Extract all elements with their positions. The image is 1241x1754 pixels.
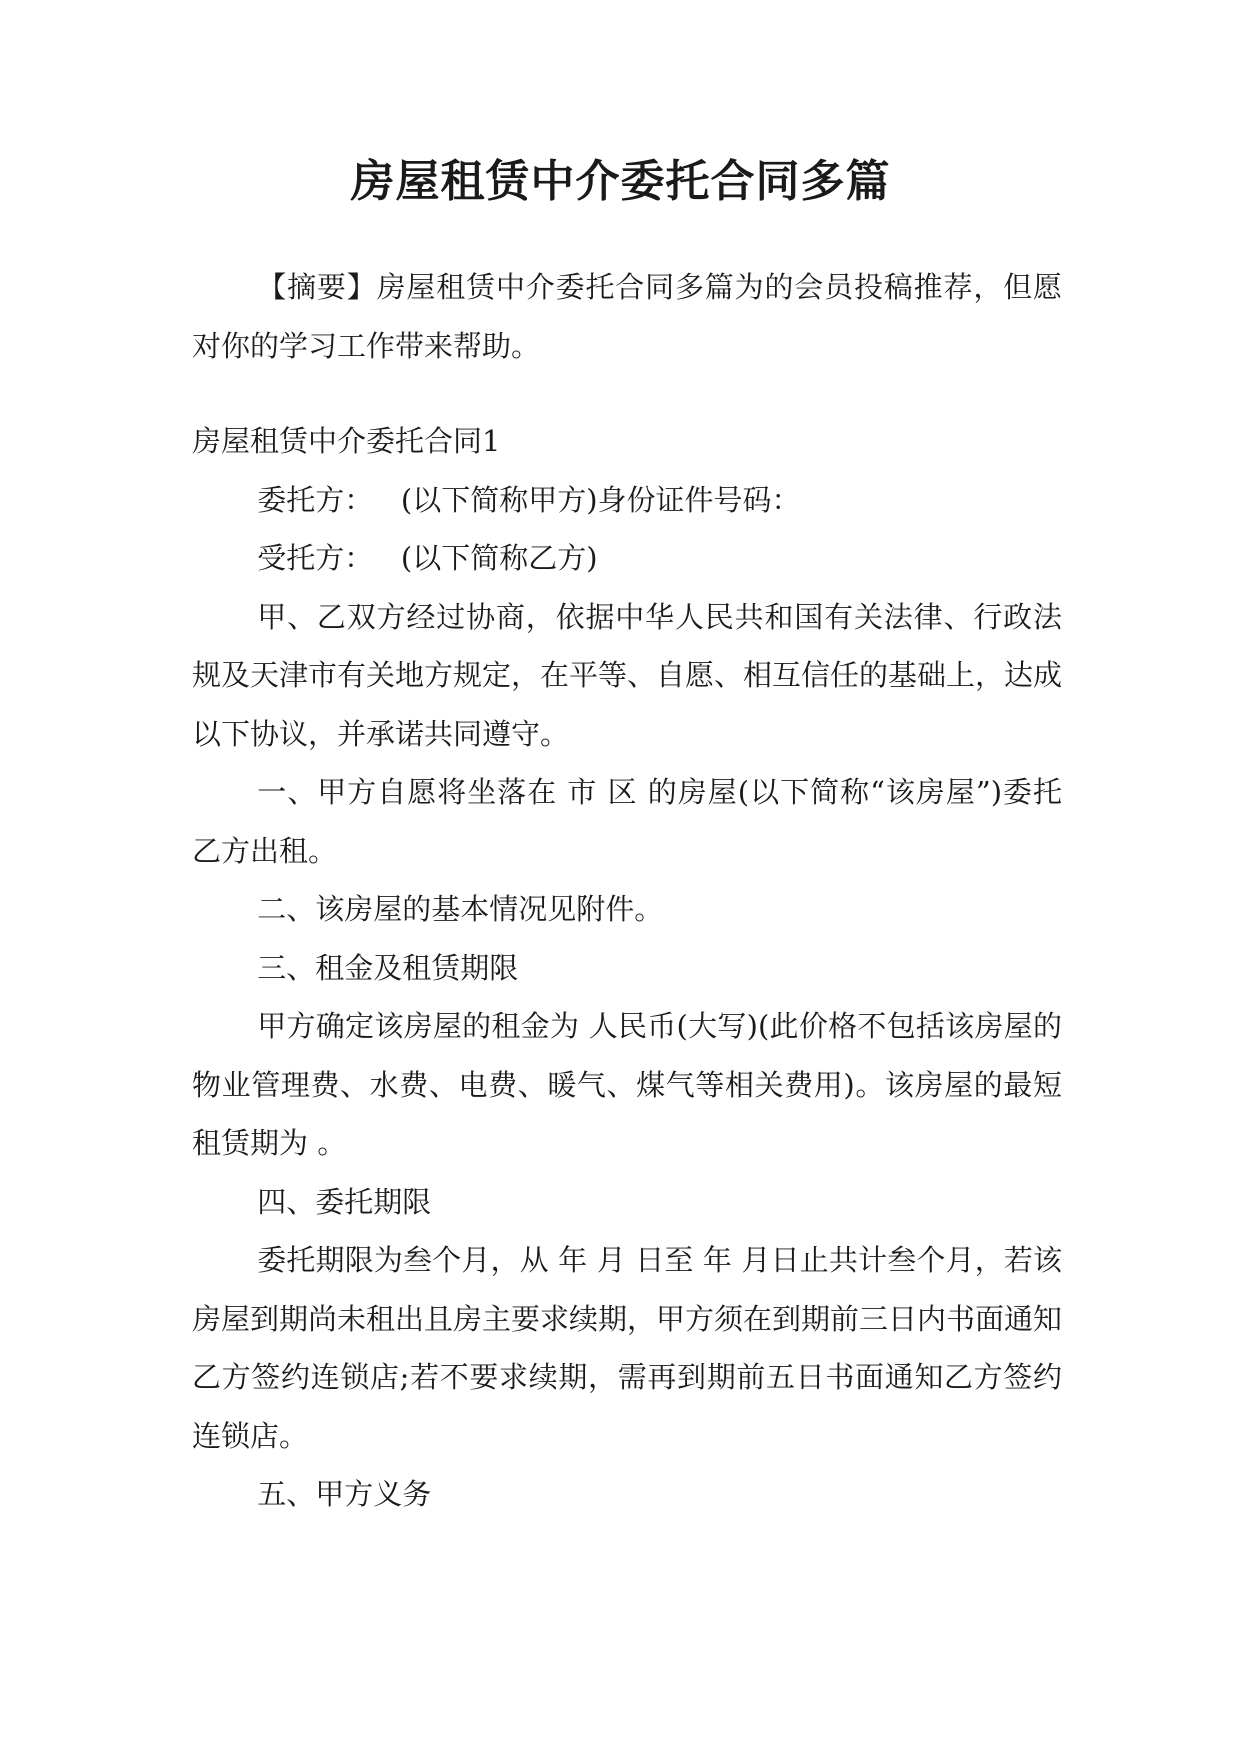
paragraph-rent: 甲方确定该房屋的租金为 人民币(大写)(此价格不包括该房屋的物业管理费、水费、电费、暖气、煤气等相关费用)。该房屋的最短租赁期为 。	[192, 1009, 1062, 1160]
paragraph-agreement: 甲、乙双方经过协商，依据中华人民共和国有关法律、行政法规及天津市有关地方规定，在平等、自愿、相互信任的基础上，达成以下协议，并承诺共同遵守。	[192, 599, 1063, 751]
section-heading: 房屋租赁中介委托合同1	[192, 424, 501, 458]
paragraph-term: 委托期限为叁个月，从 年 月 日至 年 月日止共计叁个月，若该房屋到期尚未租出且房主要求续期，甲方须在到期前三日内书面通知乙方签约连锁店;若不要求续期，需再到期前五日书面通知乙方签约连锁店。	[192, 1243, 1063, 1453]
paragraph-clause-3-heading: 三、租金及租赁期限	[257, 950, 519, 985]
document-title: 房屋租赁中介委托合同多篇	[350, 156, 891, 207]
paragraph-clause-2: 二、该房屋的基本情况见附件。	[257, 892, 664, 926]
paragraph-agent: 受托方： (以下简称乙方)	[257, 541, 598, 575]
abstract-paragraph: 【摘要】房屋租赁中介委托合同多篇为的会员投稿推荐，但愿对你的学习工作带来帮助。	[192, 270, 1062, 363]
paragraph-principal: 委托方： (以下简称甲方)身份证件号码：	[257, 482, 801, 517]
paragraph-clause-4-heading: 四、委托期限	[257, 1184, 432, 1219]
paragraph-clause-1: 一、甲方自愿将坐落在 市 区 的房屋(以下简称“该房屋”)委托乙方出租。	[192, 775, 1062, 868]
paragraph-clause-5-heading: 五、甲方义务	[257, 1477, 432, 1511]
abstract-block	[192, 258, 1062, 375]
contract-body	[192, 412, 1062, 1524]
